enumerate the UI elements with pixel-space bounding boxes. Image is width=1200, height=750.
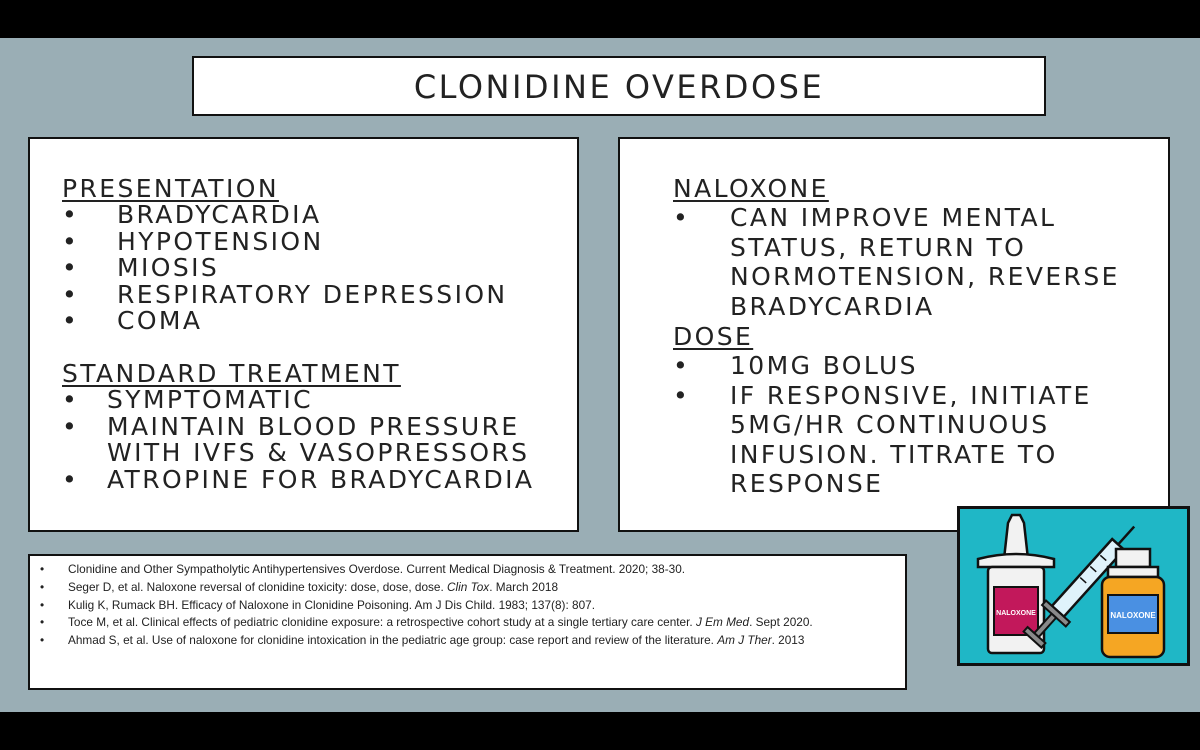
dose-item-line: IF RESPONSIVE, INITIATE [730, 380, 1092, 410]
reference-item [38, 615, 897, 631]
left-panel [28, 137, 579, 532]
reference-bullet: • [40, 633, 45, 648]
presentation-bullet: • [62, 306, 80, 336]
reference-bullet: • [40, 579, 45, 594]
references-list [38, 562, 897, 649]
dose-item-line: INFUSION. TITRATE TO [730, 439, 1058, 469]
reference-journal: J Em Med [695, 615, 750, 630]
reference-date: . Sept 2020. [749, 615, 813, 630]
naloxone-illustration [957, 506, 1190, 666]
reference-bullet: • [40, 597, 45, 612]
presentation-item: MIOSIS [117, 253, 220, 283]
dose-bullet: • [673, 380, 691, 410]
naloxone-item-line: CAN IMPROVE MENTAL [730, 203, 1057, 232]
spray-label: NALOXONE [996, 610, 1036, 617]
title-box [192, 56, 1046, 116]
naloxone-illustration-graphic [960, 509, 1187, 663]
references-box [28, 554, 907, 690]
treatment-item-line: ATROPINE FOR BRADYCARDIA [107, 464, 535, 494]
slide [0, 38, 1200, 712]
reference-text: Toce M, et al. Clinical effects of pediatric clonidine exposure: a retrospective cohort study at a single tertiary care center. [68, 615, 696, 630]
presentation-item: HYPOTENSION [117, 226, 324, 256]
presentation-item: RESPIRATORY DEPRESSION [117, 279, 508, 309]
reference-text: Seger D, et al. Naloxone reversal of clonidine toxicity: dose, dose, dose. [68, 579, 448, 594]
naloxone-item-line: NORMOTENSION, REVERSE [730, 262, 1120, 291]
reference-bullet: • [40, 615, 45, 630]
presentation-bullet: • [62, 226, 80, 256]
dose-bullet: • [673, 351, 691, 380]
dose-item-line: RESPONSE [730, 469, 884, 498]
slide-title: CLONIDINE OVERDOSE [413, 68, 825, 106]
presentation-heading: PRESENTATION [62, 174, 279, 203]
naloxone-bullet: • [673, 203, 691, 232]
treatment-item-line: WITH IVFS & VASOPRESSORS [107, 438, 530, 468]
reference-item [38, 633, 897, 649]
treatment-bullet: • [62, 464, 80, 494]
reference-item [38, 580, 897, 596]
right-panel [618, 137, 1170, 532]
naloxone-item-line: STATUS, RETURN TO [730, 232, 1027, 262]
treatment-heading: STANDARD TREATMENT [62, 359, 401, 388]
reference-date: . 2013 [771, 633, 805, 648]
presentation-item: COMA [117, 306, 203, 336]
presentation-bullet: • [62, 253, 80, 283]
naloxone-heading: NALOXONE [673, 174, 829, 203]
presentation-bullet: • [62, 200, 80, 229]
reference-text: Clonidine and Other Sympatholytic Antihypertensives Overdose. Current Medical Diagnosis & Treatment. 2020; 38-30. [68, 562, 686, 576]
reference-journal: Am J Ther [717, 633, 772, 648]
reference-text: Ahmad S, et al. Use of naloxone for clonidine intoxication in the pediatric age group: case report and review of the literature. [68, 633, 718, 648]
presentation-bullet: • [62, 279, 80, 309]
treatment-bullet: • [62, 411, 80, 441]
dose-heading: DOSE [673, 322, 754, 351]
presentation-item: BRADYCARDIA [117, 200, 322, 229]
treatment-item-line: MAINTAIN BLOOD PRESSURE [107, 411, 520, 441]
dose-item-line: 10MG BOLUS [730, 351, 918, 380]
reference-text: Kulig K, Rumack BH. Efficacy of Naloxone in Clonidine Poisoning. Am J Dis Child. 1983; 137(8): 807. [68, 597, 595, 612]
reference-journal: Clin Tox [447, 579, 490, 594]
vial-label: NALOXONE [1110, 611, 1156, 620]
reference-date: . March 2018 [489, 579, 559, 594]
naloxone-item-line: BRADYCARDIA [730, 291, 935, 321]
treatment-bullet: • [62, 385, 80, 414]
dose-item-line: 5MG/HR CONTINUOUS [730, 410, 1050, 439]
treatment-item-line: SYMPTOMATIC [107, 385, 313, 414]
reference-bullet: • [40, 562, 45, 576]
reference-item [38, 562, 897, 578]
reference-item [38, 598, 897, 614]
